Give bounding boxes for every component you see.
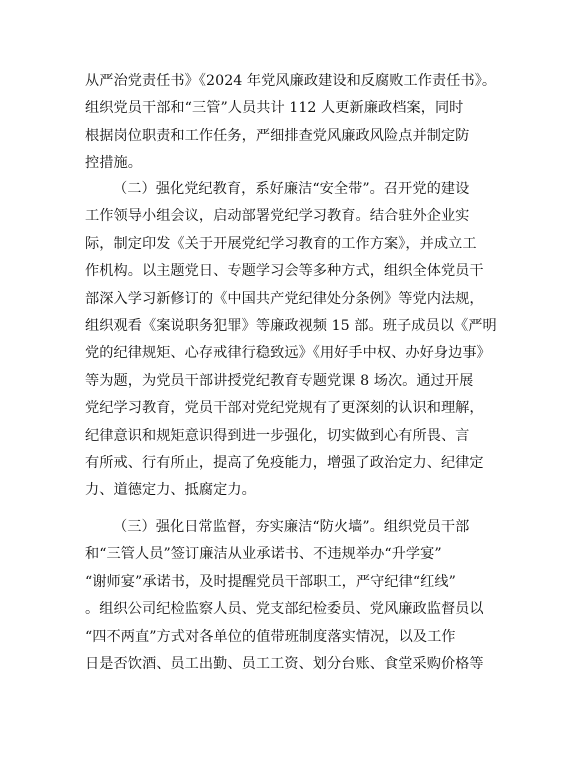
text-line: 党的纪律规矩、心存戒律行稳致远》《用好手中权、办好身边事》 [85, 345, 491, 362]
text-line: “谢师宴”承诺书，及时提醒党员干部职工，严守纪律“红线” [85, 573, 456, 590]
text-line: 和“三管人员”签订廉洁从业承诺书、不违规举办“升学宴” [85, 546, 442, 563]
text-line: 组织党员干部和“三管”人员共计 112 人更新廉政档案，同时 [85, 100, 464, 117]
text-line: （三）强化日常监督，夯实廉洁“防火墙”。组织党员干部 [113, 519, 470, 535]
text-line: 党纪学习教育，党员干部对党纪党规有了更深刻的认识和理解， [85, 400, 484, 417]
text-line: 根据岗位职责和工作任务，严细排查党风廉政风险点并制定防 [85, 127, 470, 144]
paragraph-responsibility [85, 68, 505, 178]
paragraph-daily-supervision [85, 514, 505, 678]
text-line: 工作领导小组会议，启动部署党纪学习教育。结合驻外企业实 [85, 208, 470, 225]
text-line: 组织观看《案说职务犯罪》等廉政视频 15 部。班子成员以《严明 [85, 317, 497, 334]
paragraph-discipline-education [85, 176, 505, 505]
text-line: 日是否饮酒、员工出勤、员工工资、划分台账、食堂采购价格等 [85, 655, 484, 672]
text-line: 。组织公司纪检监察人员、党支部纪检委员、党风廉政监督员以 [85, 601, 484, 618]
text-line: 部深入学习新修订的《中国共产党纪律处分条例》等党内法规， [85, 290, 484, 307]
text-line: “四不两直”方式对各单位的值带班制度落实情况，以及工作 [85, 628, 456, 645]
text-line: （二）强化党纪教育，系好廉洁“安全带”。召开党的建设 [113, 181, 470, 197]
text-line: 际，制定印发《关于开展党纪学习教育的工作方案》，并成立工 [85, 235, 477, 252]
text-line: 控措施。 [85, 155, 142, 172]
text-line: 从严治党责任书》《2024 年党风廉政建设和反腐败工作责任书》。 [85, 73, 497, 89]
text-line: 等为题，为党员干部讲授党纪教育专题党课 8 场次。通过开展 [85, 372, 474, 389]
text-line: 有所戒、行有所止，提高了免疫能力，增强了政治定力、纪律定 [85, 454, 484, 471]
text-line: 纪律意识和规矩意识得到进一步强化，切实做到心有所畏、言 [85, 427, 470, 444]
text-line: 作机构。以主题党日、专题学习会等多种方式，组织全体党员干 [85, 263, 484, 280]
text-line: 力、道德定力、抵腐定力。 [85, 482, 256, 499]
